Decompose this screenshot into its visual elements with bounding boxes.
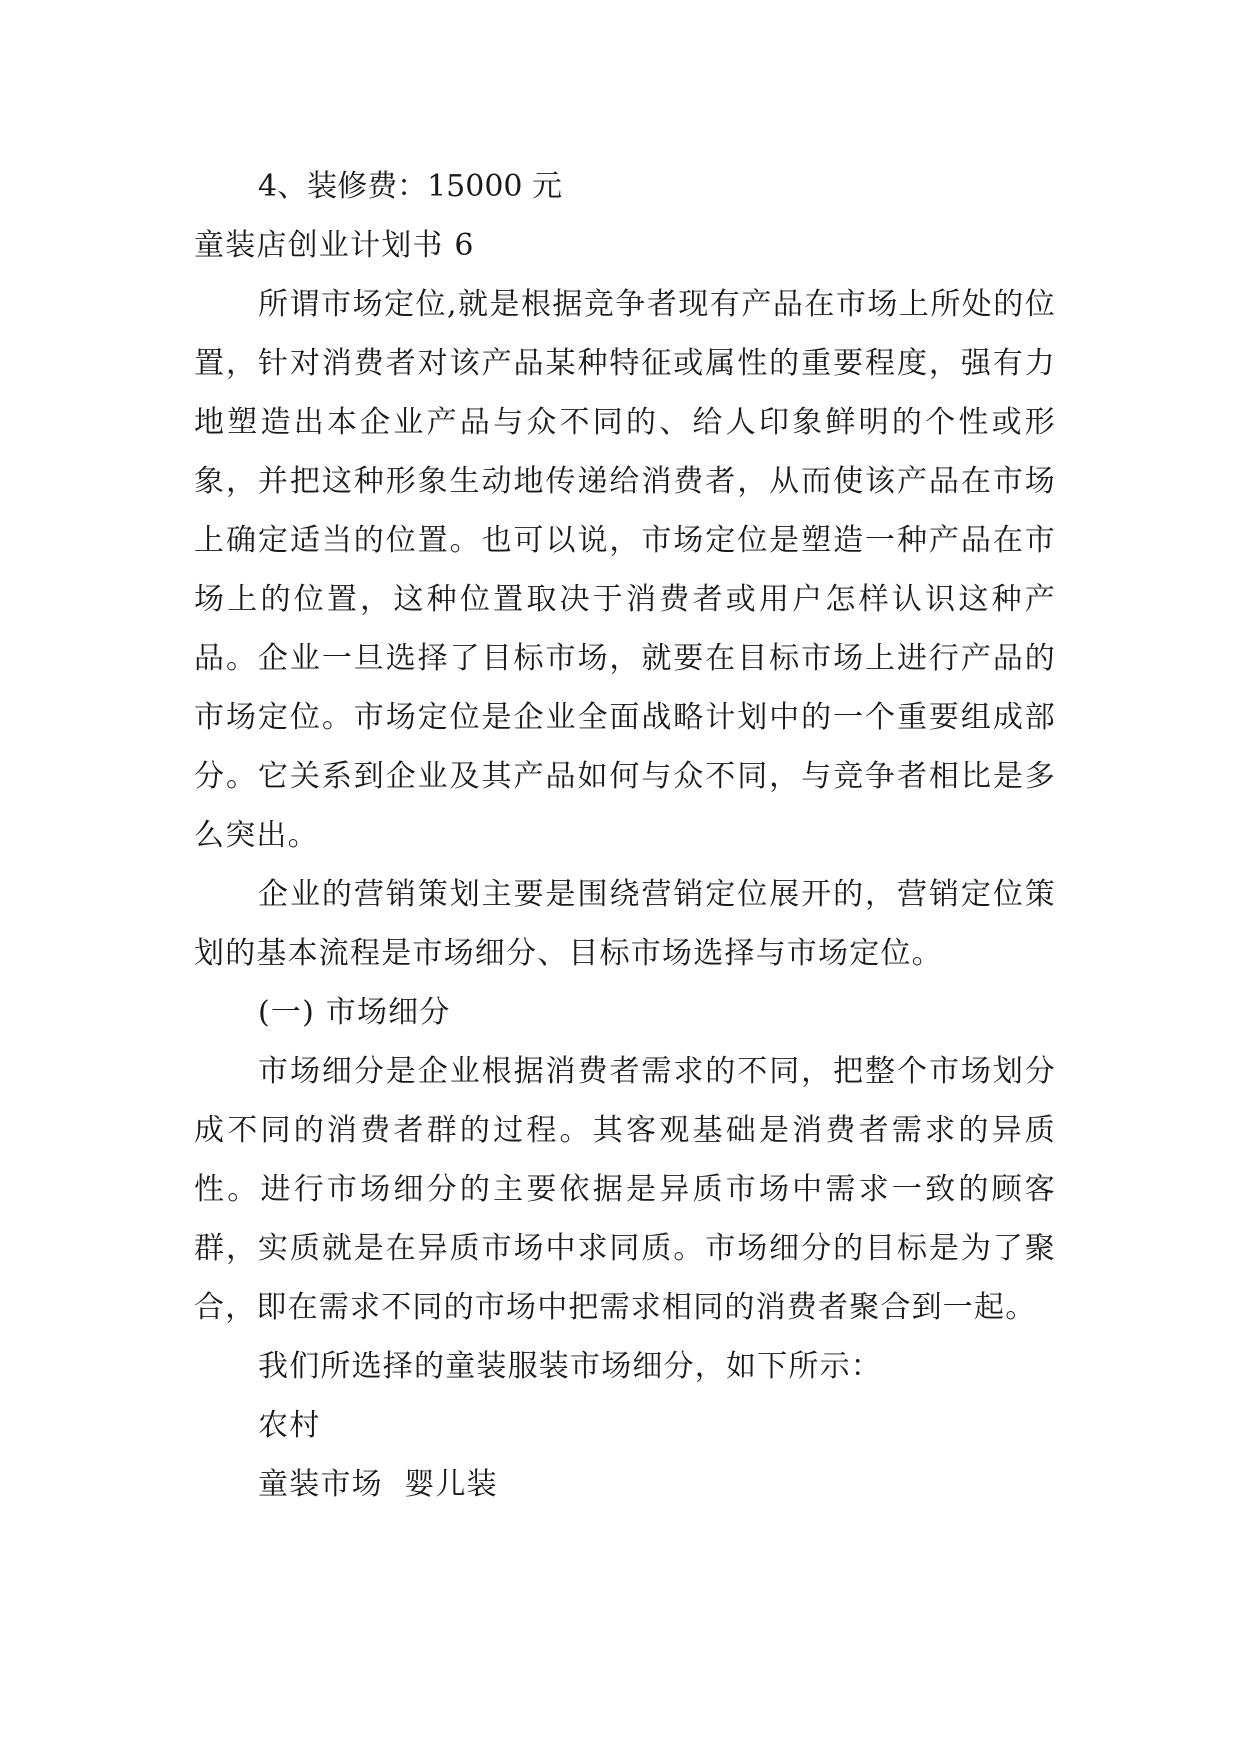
paragraph-market-positioning: 所谓市场定位,就是根据竞争者现有产品在市场上所处的位置，针对消费者对该产品某种特征或属性的重要程度，强有力地塑造出本企业产品与众不同的、给人印象鲜明的个性或形象，并把这种形象生动地传递给消费者，从而使该产品在市场上确定适当的位置。也可以说，市场定位是塑造一种产品在市场上的位置，这种位置取决于消费者或用户怎样认识这种产品。企业一旦选择了目标市场，就要在目标市场上进行产品的市场定位。市场定位是企业全面战略计划中的一个重要组成部分。它关系到企业及其产品如何与众不同，与竞争者相比是多么突出。	[194, 287, 1056, 853]
segment-item-rural: 农村	[258, 1408, 321, 1443]
renovation-fee-line: 4、装修费：15000 元	[258, 169, 563, 204]
document-body	[194, 157, 1056, 1514]
section-title: 童装店创业计划书 6	[194, 228, 475, 263]
subheading-market-segmentation: (一) 市场细分	[258, 995, 451, 1030]
paragraph-market-segmentation: 市场细分是企业根据消费者需求的不同，把整个市场划分成不同的消费者群的过程。其客观基础是消费者需求的异质性。进行市场细分的主要依据是异质市场中需求一致的顾客群，实质就是在异质市场中求同质。市场细分的目标是为了聚合，即在需求不同的市场中把需求相同的消费者聚合到一起。	[194, 1054, 1056, 1325]
segment-item-childrenswear-market: 童装市场 婴儿装	[258, 1467, 498, 1502]
paragraph-marketing-strategy: 企业的营销策划主要是围绕营销定位展开的，营销定位策划的基本流程是市场细分、目标市场选择与市场定位。	[194, 877, 1056, 971]
paragraph-selected-segments: 我们所选择的童装服装市场细分，如下所示：	[258, 1349, 882, 1384]
